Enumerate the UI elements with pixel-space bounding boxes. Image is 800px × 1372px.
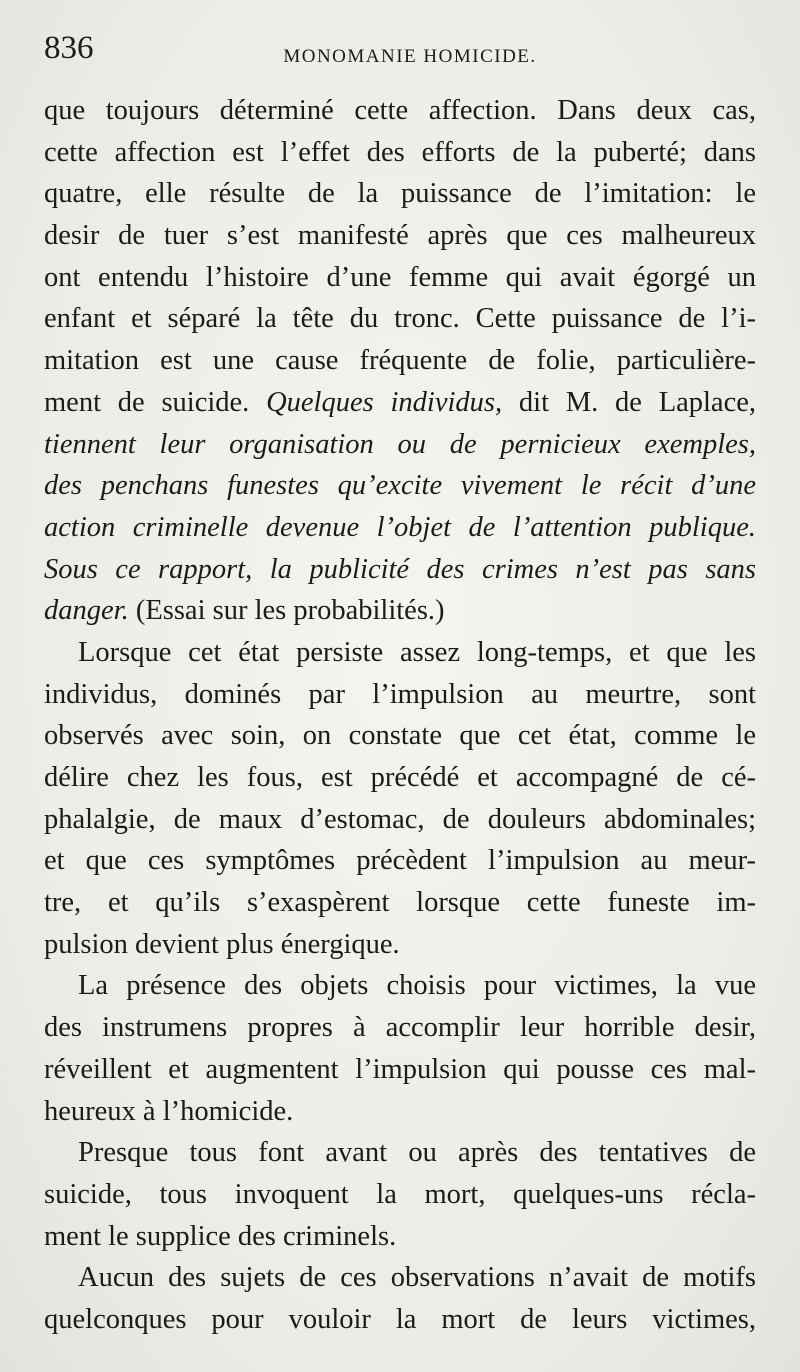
text-line: que toujours déterminé cette affection. Dans deux cas, [44,95,756,126]
text-line: tiennent leur organisation ou de pernicieux exemples, [44,428,756,460]
text-line: desir de tuer s’est manifesté après que ces malheureux [44,220,756,252]
text-line: quatre, elle résulte de la puissance de l’imitation: le [44,178,756,210]
text-line: et que ces symptômes précèdent l’impulsion au meur- [44,845,756,877]
text-line: ment le supplice des criminels. [44,1220,397,1252]
text-line: phalalgie, de maux d’estomac, de douleurs abdominales; [44,803,756,835]
text-segment: ment de suicide. [44,386,267,418]
text-line: observés avec soin, on constate que cet état, comme le [44,720,756,752]
text-line: Sous ce rapport, la publicité des crimes n’est pas sans [44,553,756,585]
text-line: individus, dominés par l’impulsion au meurtre, sont [44,678,756,710]
text-line: des instrumens propres à accomplir leur horrible desir, [44,1012,756,1044]
text-line: Presque tous font avant ou après des tentatives de [78,1137,756,1169]
text-line: quelconques pour vouloir la mort de leurs victimes, [44,1303,756,1335]
body-text [44,90,756,1341]
text-line: enfant et séparé la tête du tronc. Cette puissance de l’i- [44,303,756,335]
running-head: MONOMANIE HOMICIDE. [283,46,537,67]
text-line: cette affection est l’effet des efforts de la puberté; dans [44,136,756,168]
text-line: réveillent et augmentent l’impulsion qui pousse ces mal- [44,1053,756,1085]
text-line: Lorsque cet état persiste assez long-temps, et que les [78,636,756,668]
text-line: Aucun des sujets de ces observations n’avait de motifs [78,1262,756,1294]
text-line: mitation est une cause fréquente de folie, particulière- [44,345,756,377]
page-header [44,30,756,80]
text-line: suicide, tous invoquent la mort, quelques-uns récla- [44,1178,756,1210]
text-line: tre, et qu’ils s’exaspèrent lorsque cette funeste im- [44,887,756,919]
text-line: ont entendu l’histoire d’une femme qui avait égorgé un [44,261,756,293]
page-number: 836 [44,30,94,66]
text-line: des penchans funestes qu’excite vivement le récit d’une [44,470,756,502]
text-line: action criminelle devenue l’objet de l’attention publique. [44,511,756,543]
text-line: pulsion devient plus énergique. [44,928,400,960]
text-line [44,382,756,424]
italic-segment: Quelques individus, [266,386,503,418]
text-line: heureux à l’homicide. [44,1095,294,1127]
text-line: La présence des objets choisis pour victimes, la vue [78,970,756,1002]
italic-segment: danger. [44,595,129,627]
text-segment: dit M. de Laplace, [518,386,756,418]
text-line [44,590,756,632]
text-line: délire chez les fous, est précédé et accompagné de cé- [44,762,756,793]
text-segment: (Essai sur les probabilités.) [135,595,445,627]
